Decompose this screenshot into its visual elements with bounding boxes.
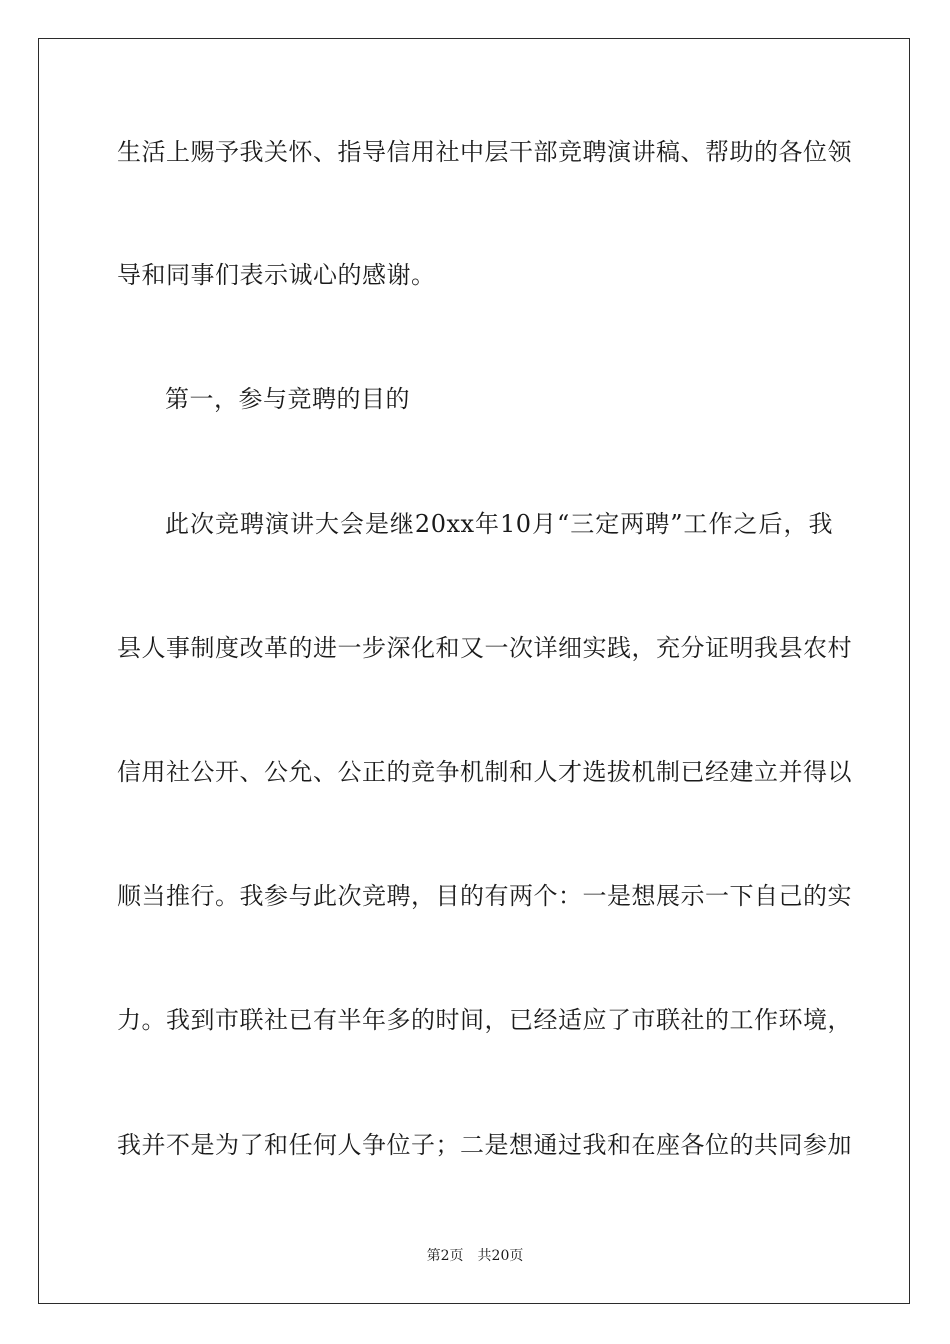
page-footer bbox=[0, 1246, 950, 1266]
section-heading: 第一，参与竞聘的目的 bbox=[165, 385, 410, 413]
paragraph-line-9: 我并不是为了和任何人争位子；二是想通过我和在座各位的共同参加 bbox=[117, 1131, 852, 1159]
paragraph-line-6: 信用社公开、公允、公正的竞争机制和人才选拔机制已经建立并得以 bbox=[117, 758, 852, 786]
paragraph-line-8: 力。我到市联社已有半年多的时间，已经适应了市联社的工作环境， bbox=[117, 1006, 852, 1034]
paragraph-line-2: 导和同事们表示诚心的感谢。 bbox=[117, 261, 436, 289]
paragraph-line-7: 顺当推行。我参与此次竞聘，目的有两个：一是想展示一下自己的实 bbox=[117, 882, 852, 910]
paragraph-line-5: 县人事制度改革的进一步深化和又一次详细实践，充分证明我县农村 bbox=[117, 634, 852, 662]
page-total: 共20页 bbox=[477, 1248, 524, 1264]
paragraph-line-1: 生活上赐予我关怀、指导信用社中层干部竞聘演讲稿、帮助的各位领 bbox=[117, 138, 852, 166]
page-number: 第2页 bbox=[426, 1248, 464, 1264]
page-border bbox=[38, 38, 910, 1304]
paragraph-line-4: 此次竞聘演讲大会是继20xx年10月“三定两聘”工作之后，我 bbox=[165, 510, 833, 538]
